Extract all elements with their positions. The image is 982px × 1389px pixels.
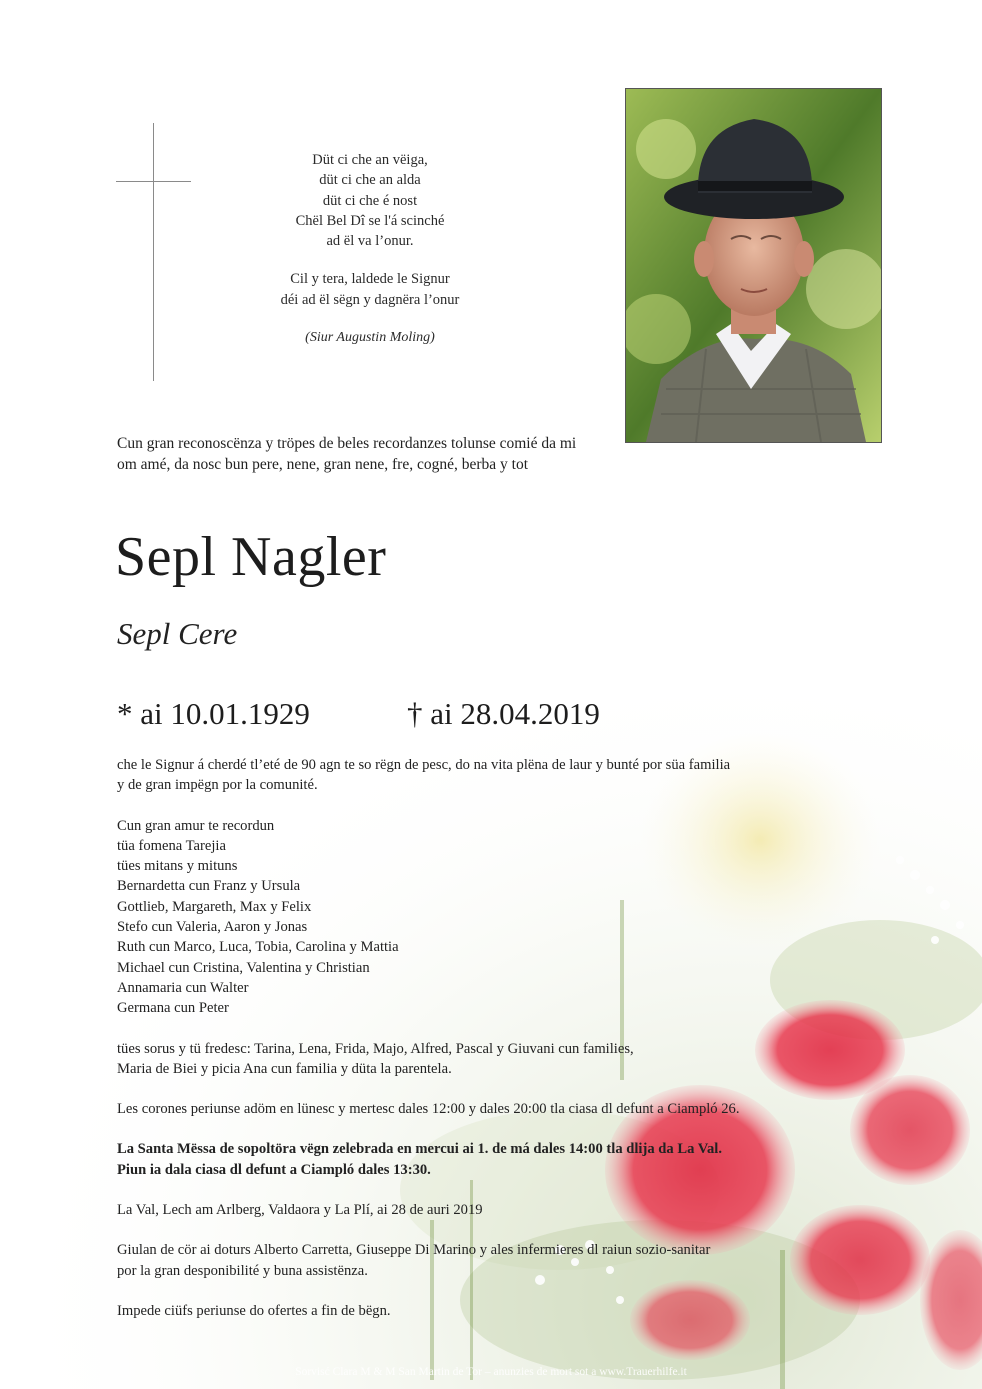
poem <box>238 150 502 366</box>
mourner-line: Stefo cun Valeria, Aaron y Jonas <box>117 919 308 936</box>
poem-stanza-1 <box>238 150 502 251</box>
siblings-paragraph <box>117 1039 877 1080</box>
donations-paragraph <box>117 1301 877 1321</box>
poem-line: düt ci che é nost <box>322 192 418 209</box>
death-date: † ai 28.04.2019 <box>407 696 600 731</box>
mourner-line: Michael cun Cristina, Valentina y Christian <box>117 959 370 976</box>
donations-line: Impede ciüfs periunse do ofertes a fin de bëgn. <box>117 1302 391 1319</box>
place-date-line: La Val, Lech am Arlberg, Valdaora y La Plí, ai 28 de auri 2019 <box>117 1202 483 1219</box>
poem-line: Cil y tera, laldede le Signur <box>290 271 450 288</box>
poem-stanza-2 <box>238 269 502 310</box>
birth-date: * ai 10.01.1929 <box>117 696 310 731</box>
cross-horizontal-bar <box>116 181 191 182</box>
mass-line: Piun ia dala ciasa dl defunt a Ciampló dales 13:30. <box>117 1161 431 1178</box>
mourner-line: Germana cun Peter <box>117 1000 229 1017</box>
thanks-line: Giulan de cör ai doturs Alberto Carretta, Giuseppe Di Marino y ales infermieres dl raiun sozio-sanitar <box>117 1242 711 1259</box>
poem-author: (Siur Augustin Moling) <box>305 330 435 346</box>
poem-line: düt ci che an alda <box>319 172 421 189</box>
place-date-paragraph <box>117 1200 877 1220</box>
notice-line: y de gran impëgn por la comunité. <box>117 777 318 794</box>
cross-vertical-bar <box>153 123 154 381</box>
intro-text: Cun gran reconoscënza y tröpes de beles recordanzes tolunse comié da mi om amé, da nosc bun pere, nene, gran nene, fre, cogné, berba y tot <box>117 435 577 473</box>
rosary-line: Les corones periunse adöm en lünesc y mertesc dales 12:00 y dales 20:00 tla ciasa dl defunt a Ciampló 26. <box>117 1101 740 1118</box>
mass-line: La Santa Mëssa de sopoltöra vëgn zelebrada en mercui ai 1. de má dales 14:00 tla dlija da La Val. <box>117 1141 722 1158</box>
mourner-line: Bernardetta cun Franz y Ursula <box>117 878 301 895</box>
mourner-line: Ruth cun Marco, Luca, Tobia, Carolina y Mattia <box>117 939 399 956</box>
notice-paragraph <box>117 755 877 796</box>
mourner-line: tüa fomena Tarejia <box>117 837 226 854</box>
thanks-line: por la gran desponibilité y buna assistënza. <box>117 1262 368 1279</box>
obituary-body <box>117 755 877 1321</box>
mourners-list <box>117 816 877 1019</box>
mourner-line: Cun gran amur te recordun <box>117 817 275 834</box>
mourner-line: Annamaria cun Walter <box>117 979 249 996</box>
poem-line: déi ad ël sëgn y dagnëra l’onur <box>280 291 460 308</box>
footer-credit: Sorvisć Clara M & M San Martin de Tor – anunzies de mort sot a www.Trauerhilfe.it <box>295 1366 687 1378</box>
deceased-name: Sepl Nagler <box>115 526 387 588</box>
rosary-paragraph <box>117 1099 877 1119</box>
siblings-line: Maria de Biei y picia Ana cun familia y düta la parentela. <box>117 1060 452 1077</box>
mourner-line: tües mitans y mituns <box>117 858 238 875</box>
poem-line: Düt ci che an vëiga, <box>312 152 428 168</box>
portrait-illustration <box>626 89 881 442</box>
notice-line: che le Signur á cherdé tl’eté de 90 agn te so rëgn de pesc, do na vita plëna de laur y bunté por süa familia <box>117 757 731 773</box>
mourner-line: Gottlieb, Margareth, Max y Felix <box>117 898 312 915</box>
poem-line: ad ël va l’onur. <box>326 233 414 250</box>
thanks-paragraph <box>117 1240 877 1281</box>
mass-paragraph <box>117 1139 877 1180</box>
siblings-line: tües sorus y tü fredesc: Tarina, Lena, Frida, Majo, Alfred, Pascal y Giuvani cun families, <box>117 1040 634 1057</box>
deceased-nickname: Sepl Cere <box>117 616 238 651</box>
poem-line: Chël Bel Dî se l'á scinché <box>295 212 445 229</box>
portrait-photo <box>625 88 882 443</box>
